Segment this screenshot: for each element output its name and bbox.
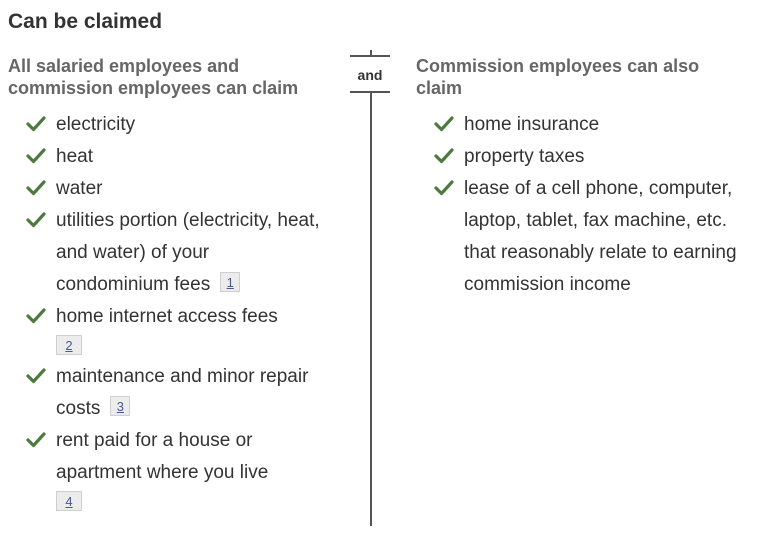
item-text: home internet access fees (56, 306, 278, 327)
item-text: electricity (56, 114, 136, 135)
footnote-link-3[interactable]: 3 (110, 396, 130, 416)
checkmark-icon (26, 367, 46, 385)
item-text: utilities portion (electricity, heat, and water) of your condominium fees (56, 210, 320, 295)
item-text: home insurance (464, 114, 600, 135)
page-title: Can be claimed (8, 10, 163, 33)
item-text: rent paid for a house or apartment where you live (56, 430, 269, 483)
footnote-link-1[interactable]: 1 (220, 272, 240, 292)
checkmark-icon (26, 179, 46, 197)
list-item (26, 425, 326, 511)
footnote-link-4[interactable]: 4 (56, 491, 82, 511)
left-column-heading: All salaried employees and commission employees can claim (8, 56, 299, 98)
item-text: maintenance and minor repair costs (56, 366, 309, 419)
divider-label: and (350, 55, 390, 93)
list-item (434, 173, 754, 301)
checkmark-icon (434, 147, 454, 165)
item-text: water (56, 178, 103, 199)
list-item (26, 141, 326, 173)
list-item (26, 173, 326, 205)
list-item (26, 109, 326, 141)
checkmark-icon (26, 115, 46, 133)
checkmark-icon (434, 179, 454, 197)
column-divider (370, 50, 372, 526)
footnote-link-2[interactable]: 2 (56, 335, 82, 355)
right-column-heading: Commission employees can also claim (416, 56, 700, 98)
list-item (26, 361, 326, 425)
list-item (26, 301, 326, 355)
list-item (434, 109, 754, 141)
checkmark-icon (26, 431, 46, 449)
item-text: lease of a cell phone, computer, laptop, tablet, fax machine, etc. that reasonably relate to earning commission income (464, 178, 737, 295)
list-item (434, 141, 754, 173)
checkmark-icon (434, 115, 454, 133)
checkmark-icon (26, 147, 46, 165)
checkmark-icon (26, 211, 46, 229)
item-text: property taxes (464, 146, 585, 167)
checkmark-icon (26, 307, 46, 325)
item-text: heat (56, 146, 93, 167)
list-item (26, 205, 326, 301)
left-claim-list (26, 109, 326, 517)
right-claim-list (434, 109, 754, 301)
